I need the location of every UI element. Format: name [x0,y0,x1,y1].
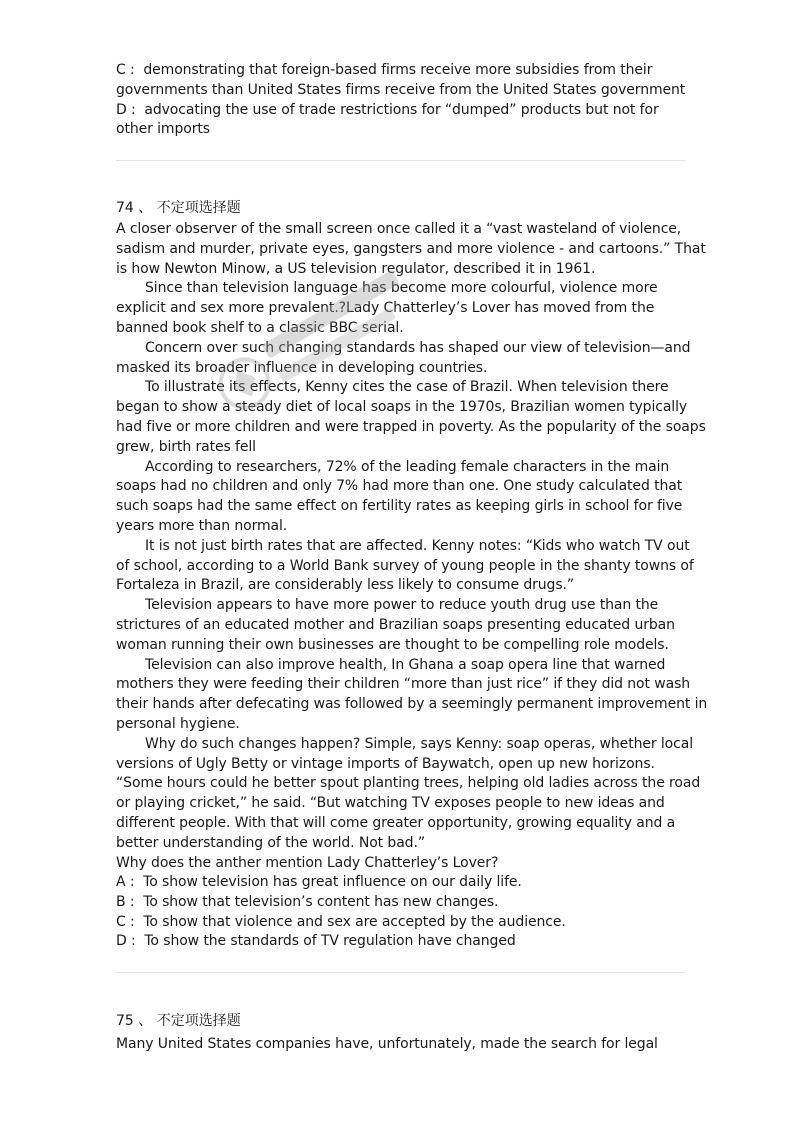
passage-line: Why does the anther mention Lady Chatterley’s Lover? [116,854,499,871]
passage-line: Fortaleza in Brazil, are considerably less likely to consume drugs.” [116,577,575,594]
question-75-header: 75 、 不定项选择题 [116,1013,241,1029]
passage-line: explicit and sex more prevalent.?Lady Chatterley’s Lover has moved from the [116,300,655,317]
passage-line: According to researchers, 72% of the leading female characters in the main [145,458,670,475]
passage-line: is how Newton Minow, a US television regulator, described it in 1961. [116,260,596,277]
passage-line: personal hygiene. [116,715,240,732]
passage-line: A closer observer of the small screen once called it a “vast wasteland of violence, [116,221,682,237]
answer-option-text: To show that violence and sex are accepted by the audience. [143,913,566,930]
section-divider [116,160,686,161]
answer-option-text: To show television has great influence on our daily life. [143,874,522,890]
answer-option-d [116,932,686,952]
passage-line: versions of Ugly Betty or vintage imports of Baywatch, open up new horizons. [116,755,655,772]
option-c-text: demonstrating that foreign-based firms receive more subsidies from their [143,62,653,78]
passage-line: different people. With that will come greater opportunity, growing equality and a [116,814,676,831]
answer-option-label: C : [116,913,135,930]
passage-line: better understanding of the world. Not bad.” [116,834,425,851]
passage-line: grew, birth rates fell [116,438,256,455]
question-74-passage [116,220,708,873]
option-d-line-1 [116,101,685,121]
question-74-options [116,873,686,952]
previous-question-options [116,61,685,140]
passage-line: Concern over such changing standards has shaped our view of television—and [145,339,691,356]
passage-line: soaps had no children and only 7% had more than one. One study calculated that [116,478,683,495]
answer-option-text: To show the standards of TV regulation have changed [144,933,516,950]
passage-line: It is not just birth rates that are affected. Kenny notes: “Kids who watch TV out [145,537,690,554]
passage-line: had five or more children and were trapped in poverty. As the popularity of the soaps [116,418,706,435]
passage-line: mothers they were feeding their children “more than just rice” if they did not wash [116,676,691,693]
option-d-line-2: other imports [116,121,210,138]
passage-line: their hands after defecating was followed by a seemingly permanent improvement in [116,696,708,713]
passage-line: Since than television language has become more colourful, violence more [145,280,658,297]
passage-line: years more than normal. [116,517,288,534]
answer-option-label: B : [116,893,135,910]
answer-option-c [116,913,686,933]
passage-line: Television can also improve health, In Ghana a soap opera line that warned [145,656,666,673]
section-divider [116,972,686,973]
question-75-first-line: Many United States companies have, unfortunately, made the search for legal [116,1036,658,1052]
passage-line: of school, according to a World Bank survey of young people in the shanty towns of [116,557,694,574]
passage-line: strictures of an educated mother and Brazilian soaps presenting educated urban [116,616,675,633]
passage-line: Why do such changes happen? Simple, says Kenny: soap operas, whether local [145,735,693,752]
question-74-header: 74 、 不定项选择题 [116,200,241,216]
passage-line: woman running their own businesses are thought to be compelling role models. [116,636,669,653]
passage-line: Television appears to have more power to reduce youth drug use than the [145,597,659,614]
passage-line: began to show a steady diet of local soaps in the 1970s, Brazilian women typically [116,399,688,416]
passage-line: banned book shelf to a classic BBC serial. [116,319,404,336]
option-d-label: D : [116,101,136,118]
answer-option-label: A : [116,874,135,890]
answer-option-a [116,873,686,893]
passage-line: To illustrate its effects, Kenny cites the case of Brazil. When television there [145,379,669,396]
passage-line: sadism and murder, private eyes, gangsters and more violence - and cartoons.” That [116,240,706,257]
option-c-line-1 [116,61,685,81]
passage-line: masked its broader influence in developing countries. [116,359,488,376]
option-d-text: advocating the use of trade restrictions for “dumped” products but not for [144,101,659,118]
passage-line: or playing cricket,” he said. “But watching TV exposes people to new ideas and [116,795,665,812]
option-c-label: C : [116,62,135,78]
option-c-line-2: governments than United States firms receive from the United States government [116,81,686,98]
answer-option-text: To show that television’s content has new changes. [143,893,499,910]
passage-line: “Some hours could he better spout planting trees, helping old ladies across the road [116,775,701,792]
answer-option-label: D : [116,933,136,950]
passage-line: such soaps had the same effect on fertility rates as keeping girls in school for five [116,498,683,515]
answer-option-b [116,893,686,913]
